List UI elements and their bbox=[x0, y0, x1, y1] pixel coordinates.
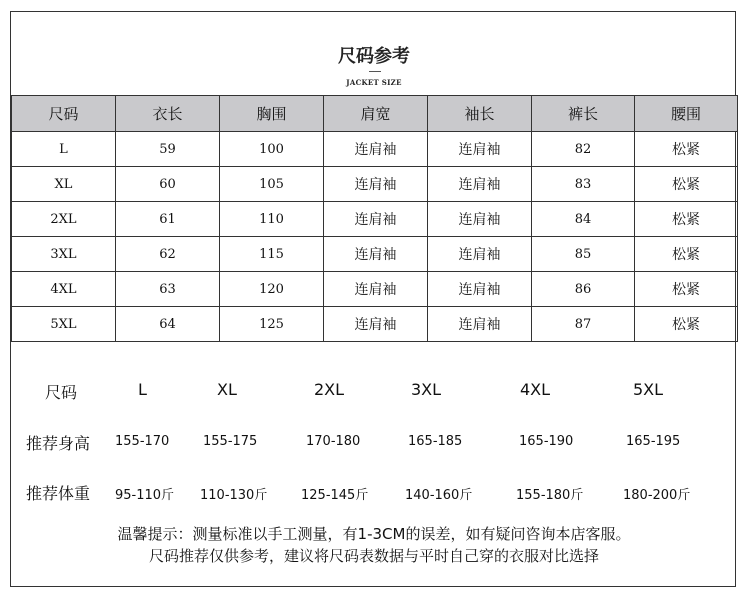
table-cell: 松紧 bbox=[635, 272, 738, 307]
recommend-weight: 125-145斤 bbox=[301, 488, 369, 503]
table-cell: 125 bbox=[220, 307, 324, 342]
table-cell: 4XL bbox=[12, 272, 116, 307]
table-cell: 86 bbox=[532, 272, 635, 307]
table-cell: 松紧 bbox=[635, 167, 738, 202]
recommend-height: 155-170 bbox=[115, 434, 170, 449]
table-cell: 5XL bbox=[12, 307, 116, 342]
table-cell: 87 bbox=[532, 307, 635, 342]
recommend-weight: 140-160斤 bbox=[405, 488, 473, 503]
table-cell: 120 bbox=[220, 272, 324, 307]
table-cell: 连肩袖 bbox=[428, 132, 532, 167]
recommend-weight: 180-200斤 bbox=[623, 488, 691, 503]
column-header-shoulder: 肩宽 bbox=[324, 96, 428, 132]
column-header-length: 衣长 bbox=[116, 96, 220, 132]
recommend-size-row bbox=[11, 380, 737, 406]
table-cell: 100 bbox=[220, 132, 324, 167]
table-row bbox=[12, 132, 738, 167]
table-cell: 连肩袖 bbox=[428, 202, 532, 237]
notice-line: 温馨提示：测量标准以手工测量，有1-3CM的误差，如有疑问咨询本店客服。 bbox=[117, 525, 631, 543]
recommend-weight: 155-180斤 bbox=[516, 488, 584, 503]
column-header-waist: 腰围 bbox=[635, 96, 738, 132]
table-cell: 连肩袖 bbox=[324, 237, 428, 272]
recommend-weight: 110-130斤 bbox=[200, 488, 268, 503]
table-cell: 松紧 bbox=[635, 237, 738, 272]
table-header-row bbox=[12, 96, 738, 132]
table-row bbox=[12, 307, 738, 342]
table-cell: 82 bbox=[532, 132, 635, 167]
table-cell: 83 bbox=[532, 167, 635, 202]
table-cell: 松紧 bbox=[635, 202, 738, 237]
table-cell: 松紧 bbox=[635, 132, 738, 167]
table-cell: 61 bbox=[116, 202, 220, 237]
recommend-height: 165-185 bbox=[408, 434, 463, 449]
recommend-size: 5XL bbox=[633, 380, 664, 399]
table-cell: 85 bbox=[532, 237, 635, 272]
size-label: 尺码 bbox=[45, 383, 78, 402]
title-divider bbox=[369, 71, 381, 72]
table-cell: 2XL bbox=[12, 202, 116, 237]
table-row bbox=[12, 237, 738, 272]
column-header-pants-length: 裤长 bbox=[532, 96, 635, 132]
weight-label: 推荐体重 bbox=[26, 484, 91, 503]
page-title: 尺码参考 bbox=[338, 46, 410, 67]
table-cell: 64 bbox=[116, 307, 220, 342]
table-cell: 松紧 bbox=[635, 307, 738, 342]
size-recommendation bbox=[11, 380, 737, 507]
table-cell: 59 bbox=[116, 132, 220, 167]
table-cell: 60 bbox=[116, 167, 220, 202]
recommend-height-row bbox=[11, 431, 737, 457]
table-cell: 连肩袖 bbox=[324, 307, 428, 342]
table-cell: 连肩袖 bbox=[428, 237, 532, 272]
table-cell: L bbox=[12, 132, 116, 167]
table-row bbox=[12, 167, 738, 202]
recommend-weight: 95-110斤 bbox=[115, 488, 175, 503]
table-cell: 连肩袖 bbox=[428, 272, 532, 307]
recommend-height: 165-195 bbox=[626, 434, 681, 449]
table-cell: 3XL bbox=[12, 237, 116, 272]
recommend-weight-row bbox=[11, 481, 737, 507]
table-cell: 连肩袖 bbox=[324, 202, 428, 237]
column-header-chest: 胸围 bbox=[220, 96, 324, 132]
table-cell: XL bbox=[12, 167, 116, 202]
table-cell: 63 bbox=[116, 272, 220, 307]
table-row bbox=[12, 202, 738, 237]
recommend-size: 4XL bbox=[520, 380, 551, 399]
table-cell: 连肩袖 bbox=[324, 132, 428, 167]
table-cell: 110 bbox=[220, 202, 324, 237]
table-cell: 连肩袖 bbox=[324, 167, 428, 202]
column-header-size: 尺码 bbox=[12, 96, 116, 132]
size-chart-frame bbox=[10, 11, 736, 587]
recommend-height: 155-175 bbox=[203, 434, 258, 449]
table-cell: 连肩袖 bbox=[324, 272, 428, 307]
recommend-size: L bbox=[138, 380, 147, 399]
recommend-height: 165-190 bbox=[519, 434, 574, 449]
column-header-sleeve: 袖长 bbox=[428, 96, 532, 132]
page-subtitle: JACKET SIZE bbox=[346, 78, 402, 87]
table-cell: 115 bbox=[220, 237, 324, 272]
table-row bbox=[12, 272, 738, 307]
size-table bbox=[11, 95, 738, 342]
table-cell: 105 bbox=[220, 167, 324, 202]
recommend-size: XL bbox=[217, 380, 237, 399]
table-cell: 连肩袖 bbox=[428, 307, 532, 342]
table-cell: 84 bbox=[532, 202, 635, 237]
table-cell: 62 bbox=[116, 237, 220, 272]
recommend-size: 2XL bbox=[314, 380, 345, 399]
table-cell: 连肩袖 bbox=[428, 167, 532, 202]
notice-line: 尺码推荐仅供参考，建议将尺码表数据与平时自己穿的衣服对比选择 bbox=[148, 547, 599, 565]
recommend-size: 3XL bbox=[411, 380, 442, 399]
height-label: 推荐身高 bbox=[26, 434, 91, 453]
recommend-height: 170-180 bbox=[306, 434, 361, 449]
